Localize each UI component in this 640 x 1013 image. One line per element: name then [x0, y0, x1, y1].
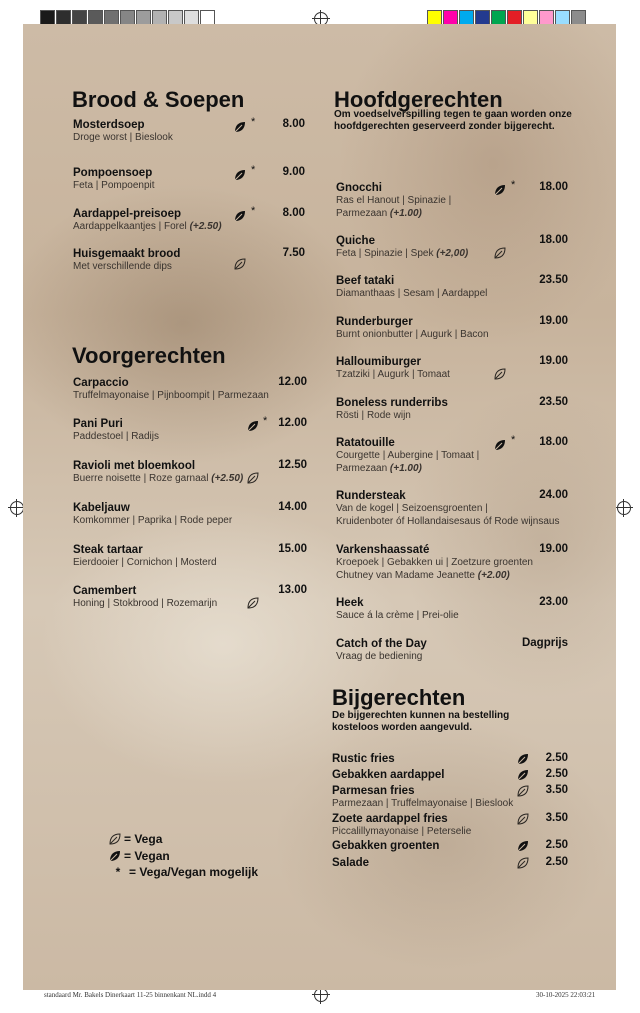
bij-item	[332, 856, 532, 870]
brood-item-name: Pompoensoep	[73, 167, 153, 179]
vega-leaf-icon	[233, 257, 247, 271]
voor-item-desc	[73, 557, 298, 570]
voor-item-price: 13.00	[278, 584, 307, 596]
hoofd-note: Om voedselverspilling tegen te gaan worden onze hoofdgerechten geserveerd zonder bijgerecht.	[334, 109, 572, 132]
bij-item-desc	[332, 826, 532, 839]
item-extra: (+2.50)	[189, 221, 222, 232]
vega-leaf-icon	[516, 784, 530, 798]
hoofd-item-desc	[336, 369, 571, 382]
bij-item-name: Salade	[332, 857, 370, 869]
bij-item	[332, 839, 532, 853]
hoofd-item-desc	[336, 651, 571, 664]
hoofd-item-name: Rundersteak	[336, 490, 406, 502]
voor-item-desc	[73, 431, 298, 444]
bij-item-price: 3.50	[545, 812, 568, 824]
hoofd-item-desc	[336, 450, 571, 463]
color-swatch	[555, 10, 570, 25]
hoofd-item-desc	[336, 610, 571, 623]
vega-vegan-possible-star: *	[251, 164, 256, 176]
hoofd-item-price: 19.00	[539, 315, 568, 327]
item-desc-text: Droge worst | Bieslook	[73, 132, 173, 143]
color-swatch	[571, 10, 586, 25]
item-desc-text: Chutney van Madame Jeanette	[336, 569, 475, 581]
brood-item-price: 9.00	[282, 166, 305, 178]
bij-item-price: 2.50	[545, 856, 568, 868]
item-desc-text: Aardappelkaantjes | Forel	[73, 221, 187, 232]
bij-item-price: 2.50	[545, 839, 568, 851]
color-swatch	[56, 10, 71, 25]
item-extra: (+2,00)	[436, 248, 469, 259]
item-desc-text: Parmezaan	[336, 207, 388, 219]
vega-leaf-icon	[516, 856, 530, 870]
color-swatch	[507, 10, 522, 25]
item-extra: (+1.00)	[389, 207, 422, 219]
hoofd-item-desc	[336, 410, 571, 423]
hoofd-item-name: Halloumiburger	[336, 356, 421, 368]
hoofd-item-desc	[336, 288, 571, 301]
hoofd-item-price: 24.00	[539, 489, 568, 501]
voor-item-name: Camembert	[73, 585, 137, 597]
vegan-leaf-icon	[108, 849, 122, 863]
vegan-leaf-icon	[233, 209, 247, 223]
hoofd-item-desc	[336, 503, 571, 516]
vegan-leaf-icon	[516, 752, 530, 766]
hoofd-item-price: 19.00	[539, 543, 568, 555]
color-swatch	[88, 10, 103, 25]
voor-item-desc	[73, 390, 298, 403]
hoofd-item-desc	[336, 195, 571, 208]
hoofd-item-desc2	[336, 516, 571, 529]
hoofd-item-name: Catch of the Day	[336, 638, 427, 650]
vegan-leaf-icon	[516, 768, 530, 782]
color-swatch	[427, 10, 442, 25]
hoofd-item-name: Gnocchi	[336, 182, 383, 194]
hoofd-item-name: Varkenshaassaté	[336, 544, 430, 556]
bij-item-name: Parmesan fries	[332, 785, 415, 797]
voor-item-desc	[73, 515, 298, 528]
item-desc-text: Diamanthaas | Sesam | Aardappel	[336, 288, 488, 299]
vega-leaf-icon	[493, 246, 507, 260]
hoofd-item-price: 23.50	[539, 274, 568, 286]
voor-item-name: Carpaccio	[73, 377, 129, 389]
color-swatch	[523, 10, 538, 25]
hoofd-item-price: 18.00	[539, 436, 568, 448]
legend-vega: = Vega	[108, 832, 162, 846]
vegan-leaf-icon	[246, 419, 260, 433]
bij-item-price: 2.50	[545, 768, 568, 780]
hoofd-item-name: Heek	[336, 597, 364, 609]
vega-leaf-icon	[246, 596, 260, 610]
hoofd-item-price: 23.00	[539, 596, 568, 608]
color-swatch	[539, 10, 554, 25]
slug-date: 30-10-2025 22:03:21	[536, 991, 596, 999]
item-desc-text: Vraag de bediening	[336, 651, 423, 662]
hoofd-item-name: Quiche	[336, 235, 375, 247]
bij-item-name: Gebakken aardappel	[332, 769, 445, 781]
vega-vegan-possible-star: *	[511, 179, 516, 191]
item-desc-text: Honing | Stokbrood | Rozemarijn	[73, 598, 218, 609]
color-bar-left	[40, 10, 216, 25]
item-extra: (+2.00)	[477, 569, 510, 581]
color-swatch	[136, 10, 151, 25]
color-swatch	[459, 10, 474, 25]
voor-item-name: Steak tartaar	[73, 544, 143, 556]
bij-item	[332, 812, 532, 839]
item-desc-text: Feta | Pompoenpit	[73, 180, 155, 191]
registration-mark-bottom	[314, 988, 328, 1002]
color-swatch	[168, 10, 183, 25]
voor-item-name: Ravioli met bloemkool	[73, 460, 196, 472]
bij-item-price: 2.50	[545, 752, 568, 764]
item-desc-text: Paddestoel | Radijs	[73, 431, 159, 442]
item-desc-text: Parmezaan | Truffelmayonaise | Bieslook	[332, 798, 514, 809]
item-desc-text: Eierdooier | Cornichon | Mosterd	[73, 557, 217, 568]
color-swatch	[443, 10, 458, 25]
item-desc-text: Rösti | Rode wijn	[336, 410, 411, 421]
vegan-leaf-icon	[233, 120, 247, 134]
hoofd-item-name: Boneless runderribs	[336, 397, 448, 409]
bij-item-desc	[332, 798, 532, 811]
hoofd-item-desc2	[336, 570, 571, 583]
voor-item-desc	[73, 473, 298, 486]
item-desc-text: Ras el Hanout | Spinazie |	[336, 195, 452, 206]
voor-item-price: 12.00	[278, 417, 307, 429]
bij-item-name: Rustic fries	[332, 753, 395, 765]
brood-item-name: Mosterdsoep	[73, 119, 145, 131]
vega-vegan-possible-star: *	[511, 434, 516, 446]
bij-item	[332, 768, 532, 782]
vega-vegan-possible-star: *	[251, 205, 256, 217]
item-desc-text: Feta | Spinazie | Spek	[336, 248, 434, 259]
voor-item-price: 12.00	[278, 376, 307, 388]
hoofd-item-desc	[336, 248, 571, 261]
voor-item-desc	[73, 598, 298, 611]
hoofd-item-name: Runderburger	[336, 316, 413, 328]
brood-item-price: 8.00	[282, 207, 305, 219]
vega-vegan-possible-star: *	[263, 415, 268, 427]
item-desc-text: Buerre noisette | Roze garnaal	[73, 473, 209, 484]
voor-item-name: Pani Puri	[73, 418, 123, 430]
vegan-leaf-icon	[516, 839, 530, 853]
item-desc-text: Kroepoek | Gebakken ui | Zoetzure groenten	[336, 557, 533, 568]
item-desc-text: Met verschillende dips	[73, 261, 172, 272]
hoofd-item-price: Dagprijs	[521, 637, 568, 649]
hoofd-title: Hoofdgerechten	[334, 87, 503, 112]
item-desc-text: Truffelmayonaise | Pijnboompit | Parmezaan	[73, 390, 269, 401]
bij-item	[332, 752, 532, 766]
color-swatch	[152, 10, 167, 25]
color-swatch	[40, 10, 55, 25]
bij-title: Bijgerechten	[332, 685, 466, 710]
item-desc-text: Piccalillymayonaise | Peterselie	[332, 826, 472, 837]
hoofd-item-price: 19.00	[539, 355, 568, 367]
vega-leaf-icon	[493, 367, 507, 381]
item-desc-text: Burnt onionbutter | Augurk | Bacon	[336, 329, 489, 340]
item-desc-text: Courgette | Aubergine | Tomaat |	[336, 450, 480, 461]
brood-item-price: 8.00	[282, 118, 305, 130]
menu-page	[23, 24, 616, 990]
hoofd-item-desc	[336, 557, 571, 570]
bij-item-price: 3.50	[545, 784, 568, 796]
bij-item-name: Zoete aardappel fries	[332, 813, 448, 825]
vega-leaf-icon	[246, 471, 260, 485]
color-swatch	[491, 10, 506, 25]
brood-item-name: Aardappel-preisoep	[73, 208, 181, 220]
voor-title: Voorgerechten	[72, 343, 226, 368]
registration-mark-left	[10, 501, 24, 515]
vegan-leaf-icon	[493, 438, 507, 452]
item-desc-text: Tzatziki | Augurk | Tomaat	[336, 369, 450, 380]
color-swatch	[475, 10, 490, 25]
item-desc-text: Van de kogel | Seizoensgroenten |	[336, 503, 488, 514]
color-swatch	[184, 10, 199, 25]
brood-item-name: Huisgemaakt brood	[73, 248, 181, 260]
item-extra: (+1.00)	[389, 462, 422, 474]
color-swatch	[200, 10, 215, 25]
item-desc-text: Kruidenboter óf Hollandaisesaus óf Rode wijnsaus	[336, 515, 560, 527]
hoofd-item-desc	[336, 329, 571, 342]
color-swatch	[104, 10, 119, 25]
voor-item-price: 12.50	[278, 459, 307, 471]
slug-file: standaard Mr. Bakels Dinerkaart 11-25 binnenkant NL.indd 4	[44, 991, 217, 999]
brood-item-price: 7.50	[282, 247, 305, 259]
voor-item-price: 15.00	[278, 543, 307, 555]
hoofd-item-desc2	[336, 208, 571, 221]
legend-vegan: = Vegan	[108, 849, 170, 863]
voor-item-price: 14.00	[278, 501, 307, 513]
registration-mark-right	[617, 501, 631, 515]
hoofd-item-desc2	[336, 463, 571, 476]
vega-leaf-icon	[108, 832, 122, 846]
bij-item	[332, 784, 532, 811]
legend-mix: * = Vega/Vegan mogelijk	[115, 865, 259, 879]
hoofd-item-price: 23.50	[539, 396, 568, 408]
vega-leaf-icon	[516, 812, 530, 826]
item-desc-text: Sauce á la crème | Prei-olie	[336, 610, 459, 621]
item-extra: (+2.50)	[211, 473, 244, 484]
vegan-leaf-icon	[493, 183, 507, 197]
voor-item-name: Kabeljauw	[73, 502, 130, 514]
item-desc-text: Komkommer | Paprika | Rode peper	[73, 515, 233, 526]
color-swatch	[72, 10, 87, 25]
color-bar-right	[427, 10, 587, 25]
bij-item-name: Gebakken groenten	[332, 840, 440, 852]
vegan-leaf-icon	[233, 168, 247, 182]
hoofd-item-price: 18.00	[539, 181, 568, 193]
item-desc-text: Parmezaan	[336, 462, 388, 474]
hoofd-item-price: 18.00	[539, 234, 568, 246]
color-swatch	[120, 10, 135, 25]
brood-title: Brood & Soepen	[72, 87, 245, 112]
bij-note: De bijgerechten kunnen na bestelling kosteloos worden aangevuld.	[332, 710, 510, 733]
hoofd-item-name: Beef tataki	[336, 275, 395, 287]
vega-vegan-possible-star: *	[251, 116, 256, 128]
hoofd-item-name: Ratatouille	[336, 437, 395, 449]
